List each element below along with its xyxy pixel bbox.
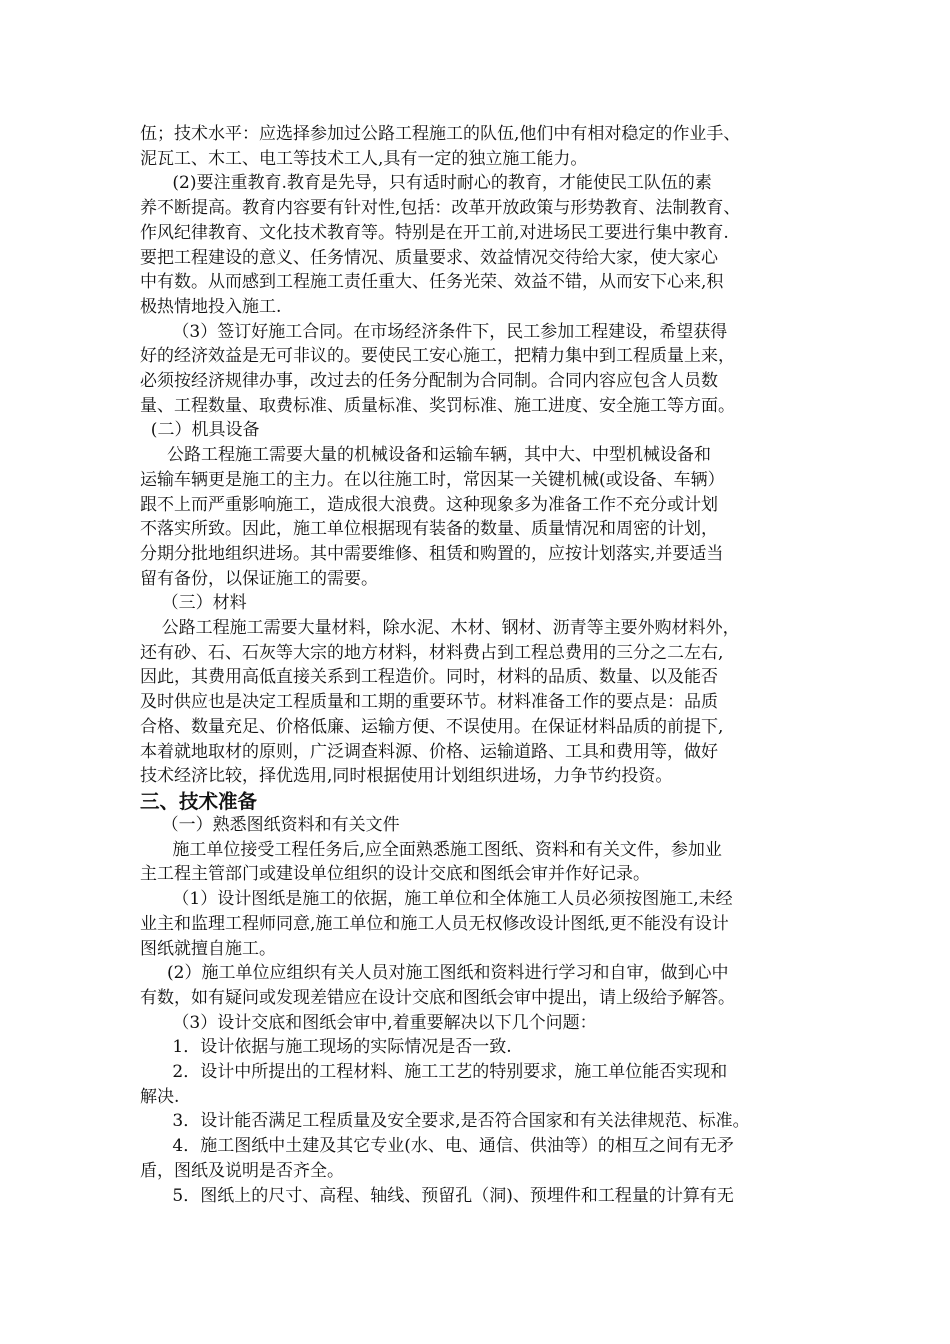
body-line: 好的经济效益是无可非议的。要使民工安心施工，把精力集中到工程质量上来， — [140, 346, 735, 367]
list-item: 3．设计能否满足工程质量及安全要求,是否符合国家和有关法律规范、标准。 — [140, 1111, 750, 1132]
body-line: 本着就地取材的原则，广泛调查料源、价格、运输道路、工具和费用等，做好 — [140, 741, 718, 762]
body-line: 不落实所致。因此，施工单位根据现有装备的数量、质量情况和周密的计划， — [140, 519, 718, 540]
body-line: 解决. — [140, 1086, 180, 1107]
body-line: 还有砂、石、石灰等大宗的地方材料，材料费占到工程总费用的三分之二左右, — [140, 642, 724, 663]
body-line: 分期分批地组织进场。其中需要维修、租赁和购置的，应按计划落实,并要适当 — [140, 543, 724, 564]
body-line: (2)要注重教育.教育是先导，只有适时耐心的教育，才能使民工队伍的素 — [140, 173, 712, 194]
body-line: 施工单位接受工程任务后,应全面熟悉施工图纸、资料和有关文件，参加业 — [140, 839, 722, 860]
body-line: 养不断提高。教育内容要有针对性,包括：改革开放政策与形势教育、法制教育、 — [140, 198, 741, 219]
body-line: 有数，如有疑问或发现差错应在设计交底和图纸会审中提出，请上级给予解答。 — [140, 987, 735, 1008]
list-item: 2．设计中所提出的工程材料、施工工艺的特别要求，施工单位能否实现和 — [140, 1062, 728, 1083]
body-line: 主工程主管部门或建设单位组织的设计交底和图纸会审并作好记录。 — [140, 864, 650, 885]
list-item: 5．图纸上的尺寸、高程、轴线、预留孔（洞)、预埋件和工程量的计算有无 — [140, 1185, 734, 1206]
body-line: 技术经济比较，择优选用,同时根据使用计划组织进场，力争节约投资。 — [140, 766, 673, 787]
body-line: 量、工程数量、取费标准、质量标准、奖罚标准、施工进度、安全施工等方面。 — [140, 395, 735, 416]
body-line: 运输车辆更是施工的主力。在以往施工时，常因某一关键机械(或设备、车辆） — [140, 469, 725, 490]
section-heading: 三、技术准备 — [140, 789, 258, 813]
body-line: 盾，图纸及说明是否齐全。 — [140, 1160, 344, 1181]
body-line: 合格、数量充足、价格低廉、运输方便、不误使用。在保证材料品质的前提下, — [140, 716, 724, 737]
subheading-materials: （三）材料 — [140, 593, 247, 614]
body-line: 泥瓦工、木工、电工等技术工人,具有一定的独立施工能力。 — [140, 148, 588, 169]
body-line: （3）设计交底和图纸会审中,着重要解决以下几个问题： — [140, 1012, 597, 1033]
document-page — [140, 122, 816, 1208]
body-line: 伍；技术水平：应选择参加过公路工程施工的队伍,他们中有相对稳定的作业手、 — [140, 124, 741, 144]
subheading-drawings: （一）熟悉图纸资料和有关文件 — [140, 814, 400, 835]
body-line: 极热情地投入施工. — [140, 296, 282, 317]
body-line: 公路工程施工需要大量材料，除水泥、木材、钢材、沥青等主要外购材料外， — [140, 618, 740, 639]
body-line: （1）设计图纸是施工的依据，施工单位和全体施工人员必须按图施工,未经 — [140, 889, 733, 910]
body-line: (2）施工单位应组织有关人员对施工图纸和资料进行学习和自审，做到心中 — [140, 963, 729, 984]
body-line: 及时供应也是决定工程质量和工期的重要环节。材料准备工作的要点是：品质 — [140, 692, 718, 713]
list-item: 4．施工图纸中土建及其它专业(水、电、通信、供油等）的相互之间有无矛 — [140, 1136, 734, 1157]
list-item: 1．设计依据与施工现场的实际情况是否一致. — [140, 1037, 512, 1058]
body-line: 图纸就擅自施工。 — [140, 938, 276, 959]
body-line: 业主和监理工程师同意,施工单位和施工人员无权修改设计图纸,更不能没有设计 — [140, 913, 729, 934]
body-line: 作风纪律教育、文化技术教育等。特别是在开工前,对进场民工要进行集中教育. — [140, 222, 729, 243]
body-line: （3）签订好施工合同。在市场经济条件下，民工参加工程建设，希望获得 — [140, 321, 728, 342]
body-line: 因此，其费用高低直接关系到工程造价。同时，材料的品质、数量、以及能否 — [140, 667, 718, 688]
body-line: 必须按经济规律办事，改过去的任务分配制为合同制。合同内容应包含人员数 — [140, 371, 718, 392]
subheading-equipment: (二）机具设备 — [140, 420, 260, 441]
body-line: 跟不上而严重影响施工，造成很大浪费。这种现象多为准备工作不充分或计划 — [140, 494, 718, 515]
body-line: 公路工程施工需要大量的机械设备和运输车辆，其中大、中型机械设备和 — [140, 445, 712, 466]
body-line: 中有数。从而感到工程施工责任重大、任务光荣、效益不错，从而安下心来,积 — [140, 272, 724, 293]
body-line: 留有备份，以保证施工的需要。 — [140, 568, 378, 589]
body-line: 要把工程建设的意义、任务情况、质量要求、效益情况交待给大家，使大家心 — [140, 247, 718, 268]
